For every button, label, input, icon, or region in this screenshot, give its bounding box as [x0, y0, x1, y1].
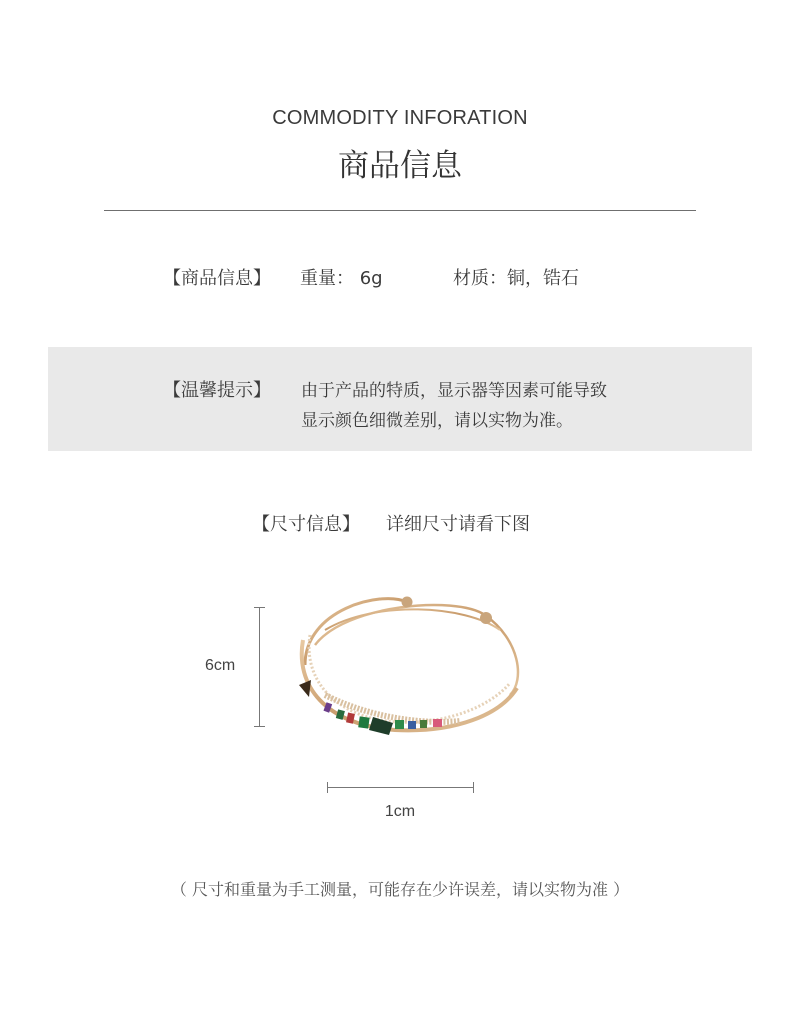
- size-info-text: 详细尺寸请看下图: [386, 514, 530, 535]
- title-chinese: 商品信息: [338, 148, 462, 184]
- tips-line-2: 显示颜色细微差别，请以实物为准。: [301, 411, 573, 431]
- height-dimension-cap-bottom: [254, 726, 265, 727]
- measurement-footnote: （ 尺寸和重量为手工测量，可能存在少许误差，请以实物为准 ）: [170, 880, 630, 899]
- tips-line-1: 由于产品的特质，显示器等因素可能导致: [301, 381, 607, 401]
- tips-label: 【温馨提示】: [163, 380, 271, 401]
- width-dimension-label: 1cm: [384, 803, 416, 820]
- title-english: COMMODITY INFORATION: [272, 107, 528, 129]
- width-dimension-cap-right: [473, 782, 474, 793]
- height-dimension-label: 6cm: [205, 657, 236, 674]
- bracelet-image: [285, 585, 535, 760]
- divider: [104, 210, 696, 211]
- weight-text: 重量： 6g: [300, 268, 383, 289]
- size-info-label: 【尺寸信息】: [252, 514, 360, 535]
- material-text: 材质：铜，锆石: [453, 268, 579, 289]
- height-dimension-cap-top: [254, 607, 265, 608]
- width-dimension-cap-left: [327, 782, 328, 793]
- product-info-label: 【商品信息】: [163, 268, 271, 289]
- height-dimension-line: [259, 607, 260, 727]
- width-dimension-line: [327, 787, 474, 788]
